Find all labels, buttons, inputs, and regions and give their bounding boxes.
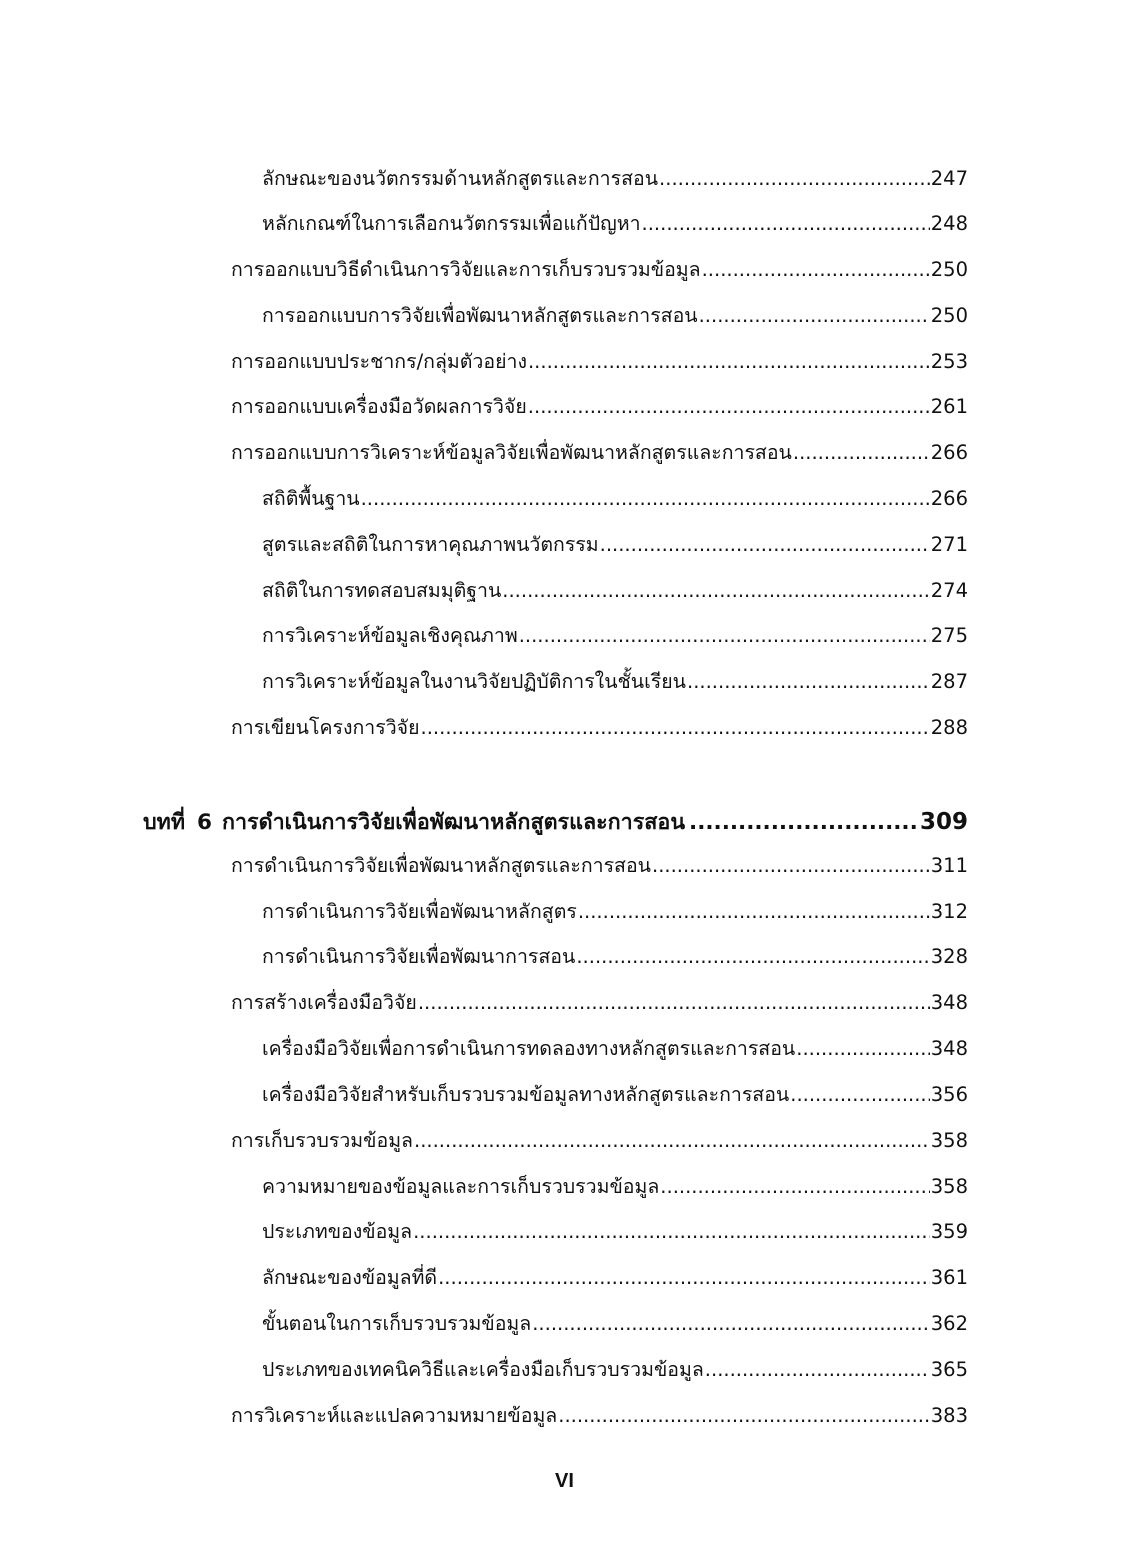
leader-dots — [702, 254, 930, 286]
toc-entry[interactable] — [262, 1262, 968, 1294]
leader-dots — [361, 483, 930, 515]
toc-entry-page: 266 — [930, 441, 968, 464]
leader-dots — [652, 850, 930, 882]
toc-entry[interactable] — [231, 1400, 968, 1432]
toc-entry-title: เครื่องมือวิจัยสำหรับเก็บรวบรวมข้อมูลทางหลักสูตรและการสอน — [262, 1083, 790, 1106]
toc-entry-page: 348 — [930, 1037, 968, 1060]
toc-entry-page: 359 — [930, 1220, 968, 1243]
leader-dots — [659, 163, 930, 195]
toc-entry-title: ประเภทของข้อมูล — [262, 1220, 413, 1243]
toc-entry-title: ขั้นตอนในการเก็บรวบรวมข้อมูล — [262, 1312, 532, 1335]
toc-entry-page: 253 — [930, 350, 968, 373]
toc-entry-page: 271 — [930, 533, 968, 556]
toc-entry-page: 274 — [930, 579, 968, 602]
toc-entry-title: เครื่องมือวิจัยเพื่อการดำเนินการทดลองทางหลักสูตรและการสอน — [262, 1037, 796, 1060]
leader-dots — [528, 346, 930, 378]
toc-entry[interactable] — [262, 1079, 968, 1111]
toc-entry-title: สูตรและสถิติในการหาคุณภาพนวัตกรรม — [262, 533, 599, 556]
leader-dots — [528, 391, 930, 423]
toc-entry[interactable] — [262, 208, 968, 240]
toc-entry[interactable] — [262, 896, 968, 928]
toc-entry-page: 250 — [930, 304, 968, 327]
page-number: VI — [555, 1470, 574, 1492]
toc-entry-title: ลักษณะของนวัตกรรมด้านหลักสูตรและการสอน — [262, 167, 659, 190]
toc-entry-title: ลักษณะของข้อมูลที่ดี — [262, 1266, 438, 1289]
leader-dots — [558, 1400, 930, 1432]
leader-dots — [418, 987, 930, 1019]
toc-entry-page: 287 — [930, 670, 968, 693]
toc-entry-page: 247 — [930, 167, 968, 190]
toc-entry[interactable] — [231, 850, 968, 882]
leader-dots — [796, 1033, 930, 1065]
chapter-label: บทที่ — [143, 810, 185, 835]
toc-entry-page: 348 — [930, 991, 968, 1014]
toc-entry-title: การดำเนินการวิจัยเพื่อพัฒนาการสอน — [262, 945, 576, 968]
leader-dots — [642, 208, 930, 240]
toc-entry-title: การวิเคราะห์และแปลความหมายข้อมูล — [231, 1404, 558, 1427]
leader-dots — [790, 1079, 930, 1111]
leader-dots — [687, 666, 930, 698]
toc-entry-title: การวิเคราะห์ข้อมูลในงานวิจัยปฏิบัติการในชั้นเรียน — [262, 670, 686, 693]
toc-entry[interactable] — [262, 620, 968, 652]
toc-entry-title: การออกแบบวิธีดำเนินการวิจัยและการเก็บรวบรวมข้อมูล — [231, 258, 701, 281]
toc-entry[interactable] — [231, 1125, 968, 1157]
toc-entry-title: การเขียนโครงการวิจัย — [231, 716, 420, 739]
toc-entry-page: 311 — [930, 854, 968, 877]
leader-dots — [578, 896, 930, 928]
toc-entry-page: 361 — [930, 1266, 968, 1289]
leader-dots — [413, 1216, 930, 1248]
toc-entry[interactable] — [231, 391, 968, 423]
leader-dots — [421, 712, 930, 744]
toc-entry-page: 261 — [930, 395, 968, 418]
toc-entry-page: 356 — [930, 1083, 968, 1106]
toc-entry[interactable] — [231, 346, 968, 378]
chapter-page: 309 — [919, 809, 968, 835]
toc-entry-page: 288 — [930, 716, 968, 739]
chapter-heading[interactable] — [143, 804, 968, 840]
leader-dots — [660, 1171, 929, 1203]
chapter-number: 6 — [197, 810, 212, 835]
toc-entry[interactable] — [231, 987, 968, 1019]
toc-entry-page: 275 — [930, 624, 968, 647]
toc-entry-title: การออกแบบเครื่องมือวัดผลการวิจัย — [231, 395, 527, 418]
leader-dots — [414, 1125, 930, 1157]
toc-entry-page: 250 — [930, 258, 968, 281]
toc-entry[interactable] — [262, 1171, 968, 1203]
toc-entry[interactable] — [262, 1216, 968, 1248]
toc-entry-page: 365 — [930, 1358, 968, 1381]
leader-dots — [600, 529, 930, 561]
toc-entry[interactable] — [262, 529, 968, 561]
leader-dots — [576, 941, 929, 973]
leader-dots — [438, 1262, 930, 1294]
toc-entry-title: การออกแบบการวิจัยเพื่อพัฒนาหลักสูตรและการสอน — [262, 304, 698, 327]
leader-dots — [793, 437, 930, 469]
toc-entry-title: การดำเนินการวิจัยเพื่อพัฒนาหลักสูตร — [262, 900, 577, 923]
toc-entry-page: 358 — [930, 1175, 968, 1198]
toc-entry[interactable] — [231, 437, 968, 469]
toc-entry-page: 328 — [930, 945, 968, 968]
toc-entry[interactable] — [262, 163, 968, 195]
toc-entry-page: 383 — [930, 1404, 968, 1427]
toc-entry[interactable] — [262, 483, 968, 515]
leader-dots — [705, 1354, 930, 1386]
toc-entry-title: การสร้างเครื่องมือวิจัย — [231, 991, 417, 1014]
toc-entry[interactable] — [262, 1354, 968, 1386]
toc-entry-title: การเก็บรวบรวมข้อมูล — [231, 1129, 414, 1152]
toc-entry-title: ความหมายของข้อมูลและการเก็บรวบรวมข้อมูล — [262, 1175, 660, 1198]
toc-entry-title: หลักเกณฑ์ในการเลือกนวัตกรรมเพื่อแก้ปัญหา — [262, 212, 641, 235]
leader-dots — [699, 300, 930, 332]
toc-entry-title: สถิติพื้นฐาน — [262, 487, 360, 510]
toc-entry[interactable] — [231, 712, 968, 744]
toc-entry-title: การออกแบบประชากร/กลุ่มตัวอย่าง — [231, 350, 527, 373]
toc-entry[interactable] — [262, 941, 968, 973]
toc-entry[interactable] — [262, 1308, 968, 1340]
chapter-title: การดำเนินการวิจัยเพื่อพัฒนาหลักสูตรและการสอน — [221, 810, 686, 835]
toc-entry-title: การออกแบบการวิเคราะห์ข้อมูลวิจัยเพื่อพัฒนาหลักสูตรและการสอน — [231, 441, 792, 464]
leader-dots — [519, 620, 930, 652]
toc-entry-title: การดำเนินการวิจัยเพื่อพัฒนาหลักสูตรและการสอน — [231, 854, 651, 877]
toc-entry[interactable] — [262, 300, 968, 332]
toc-entry-title: การวิเคราะห์ข้อมูลเชิงคุณภาพ — [262, 624, 518, 647]
toc-entry-page: 362 — [930, 1312, 968, 1335]
leader-dots — [502, 575, 929, 607]
toc-entry[interactable] — [262, 1033, 968, 1065]
toc-entry-page: 248 — [930, 212, 968, 235]
toc-entry-page: 312 — [930, 900, 968, 923]
toc-entry[interactable] — [231, 254, 968, 286]
toc-entry[interactable] — [262, 575, 968, 607]
toc-entry-page: 358 — [930, 1129, 968, 1152]
toc-entry[interactable] — [262, 666, 968, 698]
toc-entry-title: สถิติในการทดสอบสมมุติฐาน — [262, 579, 502, 602]
leader-dots — [689, 805, 916, 841]
toc-entry-title: ประเภทของเทคนิควิธีและเครื่องมือเก็บรวบรวมข้อมูล — [262, 1358, 704, 1381]
leader-dots — [532, 1308, 930, 1340]
toc-entry-page: 266 — [930, 487, 968, 510]
